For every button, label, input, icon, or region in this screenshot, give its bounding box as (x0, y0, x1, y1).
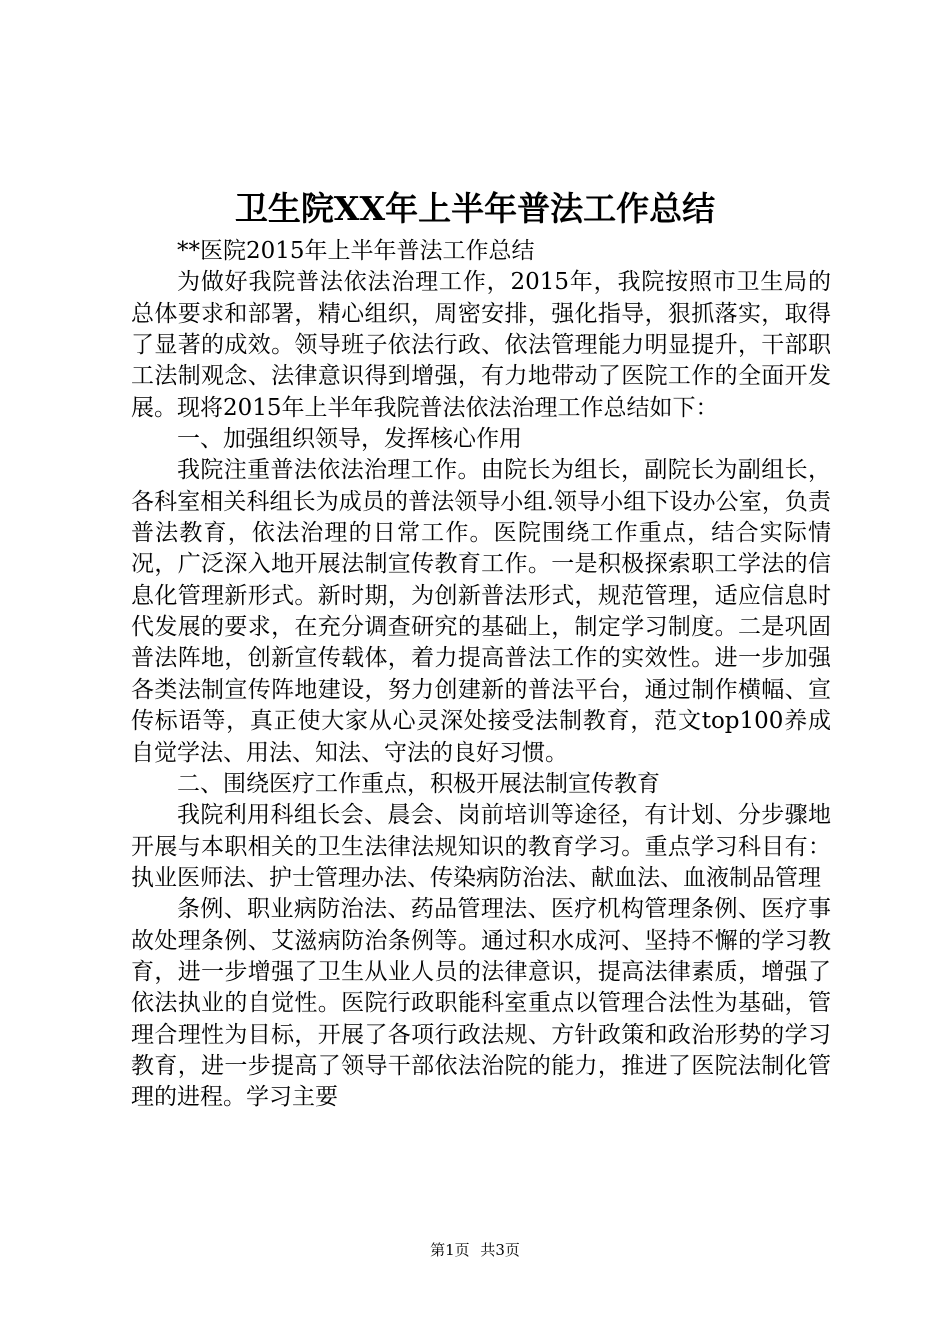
document-title: 卫生院XX年上半年普法工作总结 (234, 189, 716, 228)
intro-paragraph: 为做好我院普法依法治理工作，2015年，我院按照市卫生局的总体要求和部署，精心组织，周密安排，强化指导，狠抓落实，取得了显著的成效。领导班子依法行政、依法管理能力明显提升，干部职工法制观念、法律意识得到增强，有力地带动了医院工作的全面开发展。现将2015年上半年我院普法依法治理工作总结如下： (131, 269, 831, 421)
subtitle-paragraph: **医院2015年上半年普法工作总结 (177, 238, 535, 264)
section-heading-2: 二、围绕医疗工作重点，积极开展法制宣传教育 (177, 770, 660, 797)
section-2-continued-paragraph: 条例、职业病防治法、药品管理法、医疗机构管理条例、医疗事故处理条例、艾滋病防治条例等。通过积水成河、坚持不懈的学习教育，进一步增强了卫生从业人员的法律意识，提高法律素质，增强了依法执业的自觉性。医院行政职能科室重点以管理合法性为基础，管理合理性为目标，开展了各项行政法规、方针政策和政治形势的学习教育，进一步提高了领导干部依法治院的能力，推进了医院法制化管理的进程。学习主要 (131, 896, 831, 1111)
page-footer (0, 1240, 950, 1260)
page-total: 共3页 (480, 1241, 520, 1259)
section-2-paragraph: 我院利用科组长会、晨会、岗前培训等途径，有计划、分步骤地开展与本职相关的卫生法律法规知识的教育学习。重点学习科目有：执业医师法、护士管理办法、传染病防治法、献血法、血液制品管理 (131, 802, 831, 891)
section-heading-1: 一、加强组织领导，发挥核心作用 (177, 426, 522, 453)
page-number: 第1页 (430, 1241, 470, 1259)
section-1-paragraph: 我院注重普法依法治理工作。由院长为组长，副院长为副组长，各科室相关科组长为成员的普法领导小组.领导小组下设办公室，负责普法教育，依法治理的日常工作。医院围绕工作重点，结合实际情况，广泛深入地开展法制宣传教育工作。一是积极探索职工学法的信息化管理新形式。新时期，为创新普法形式，规范管理，适应信息时代发展的要求，在充分调查研究的基础上，制定学习制度。二是巩固普法阵地，创新宣传载体，着力提高普法工作的实效性。进一步加强各类法制宣传阵地建设，努力创建新的普法平台，通过制作横幅、宣传标语等，真正使大家从心灵深处接受法制教育，范文top100养成自觉学法、用法、知法、守法的良好习惯。 (131, 457, 831, 766)
document-body (131, 236, 831, 1114)
